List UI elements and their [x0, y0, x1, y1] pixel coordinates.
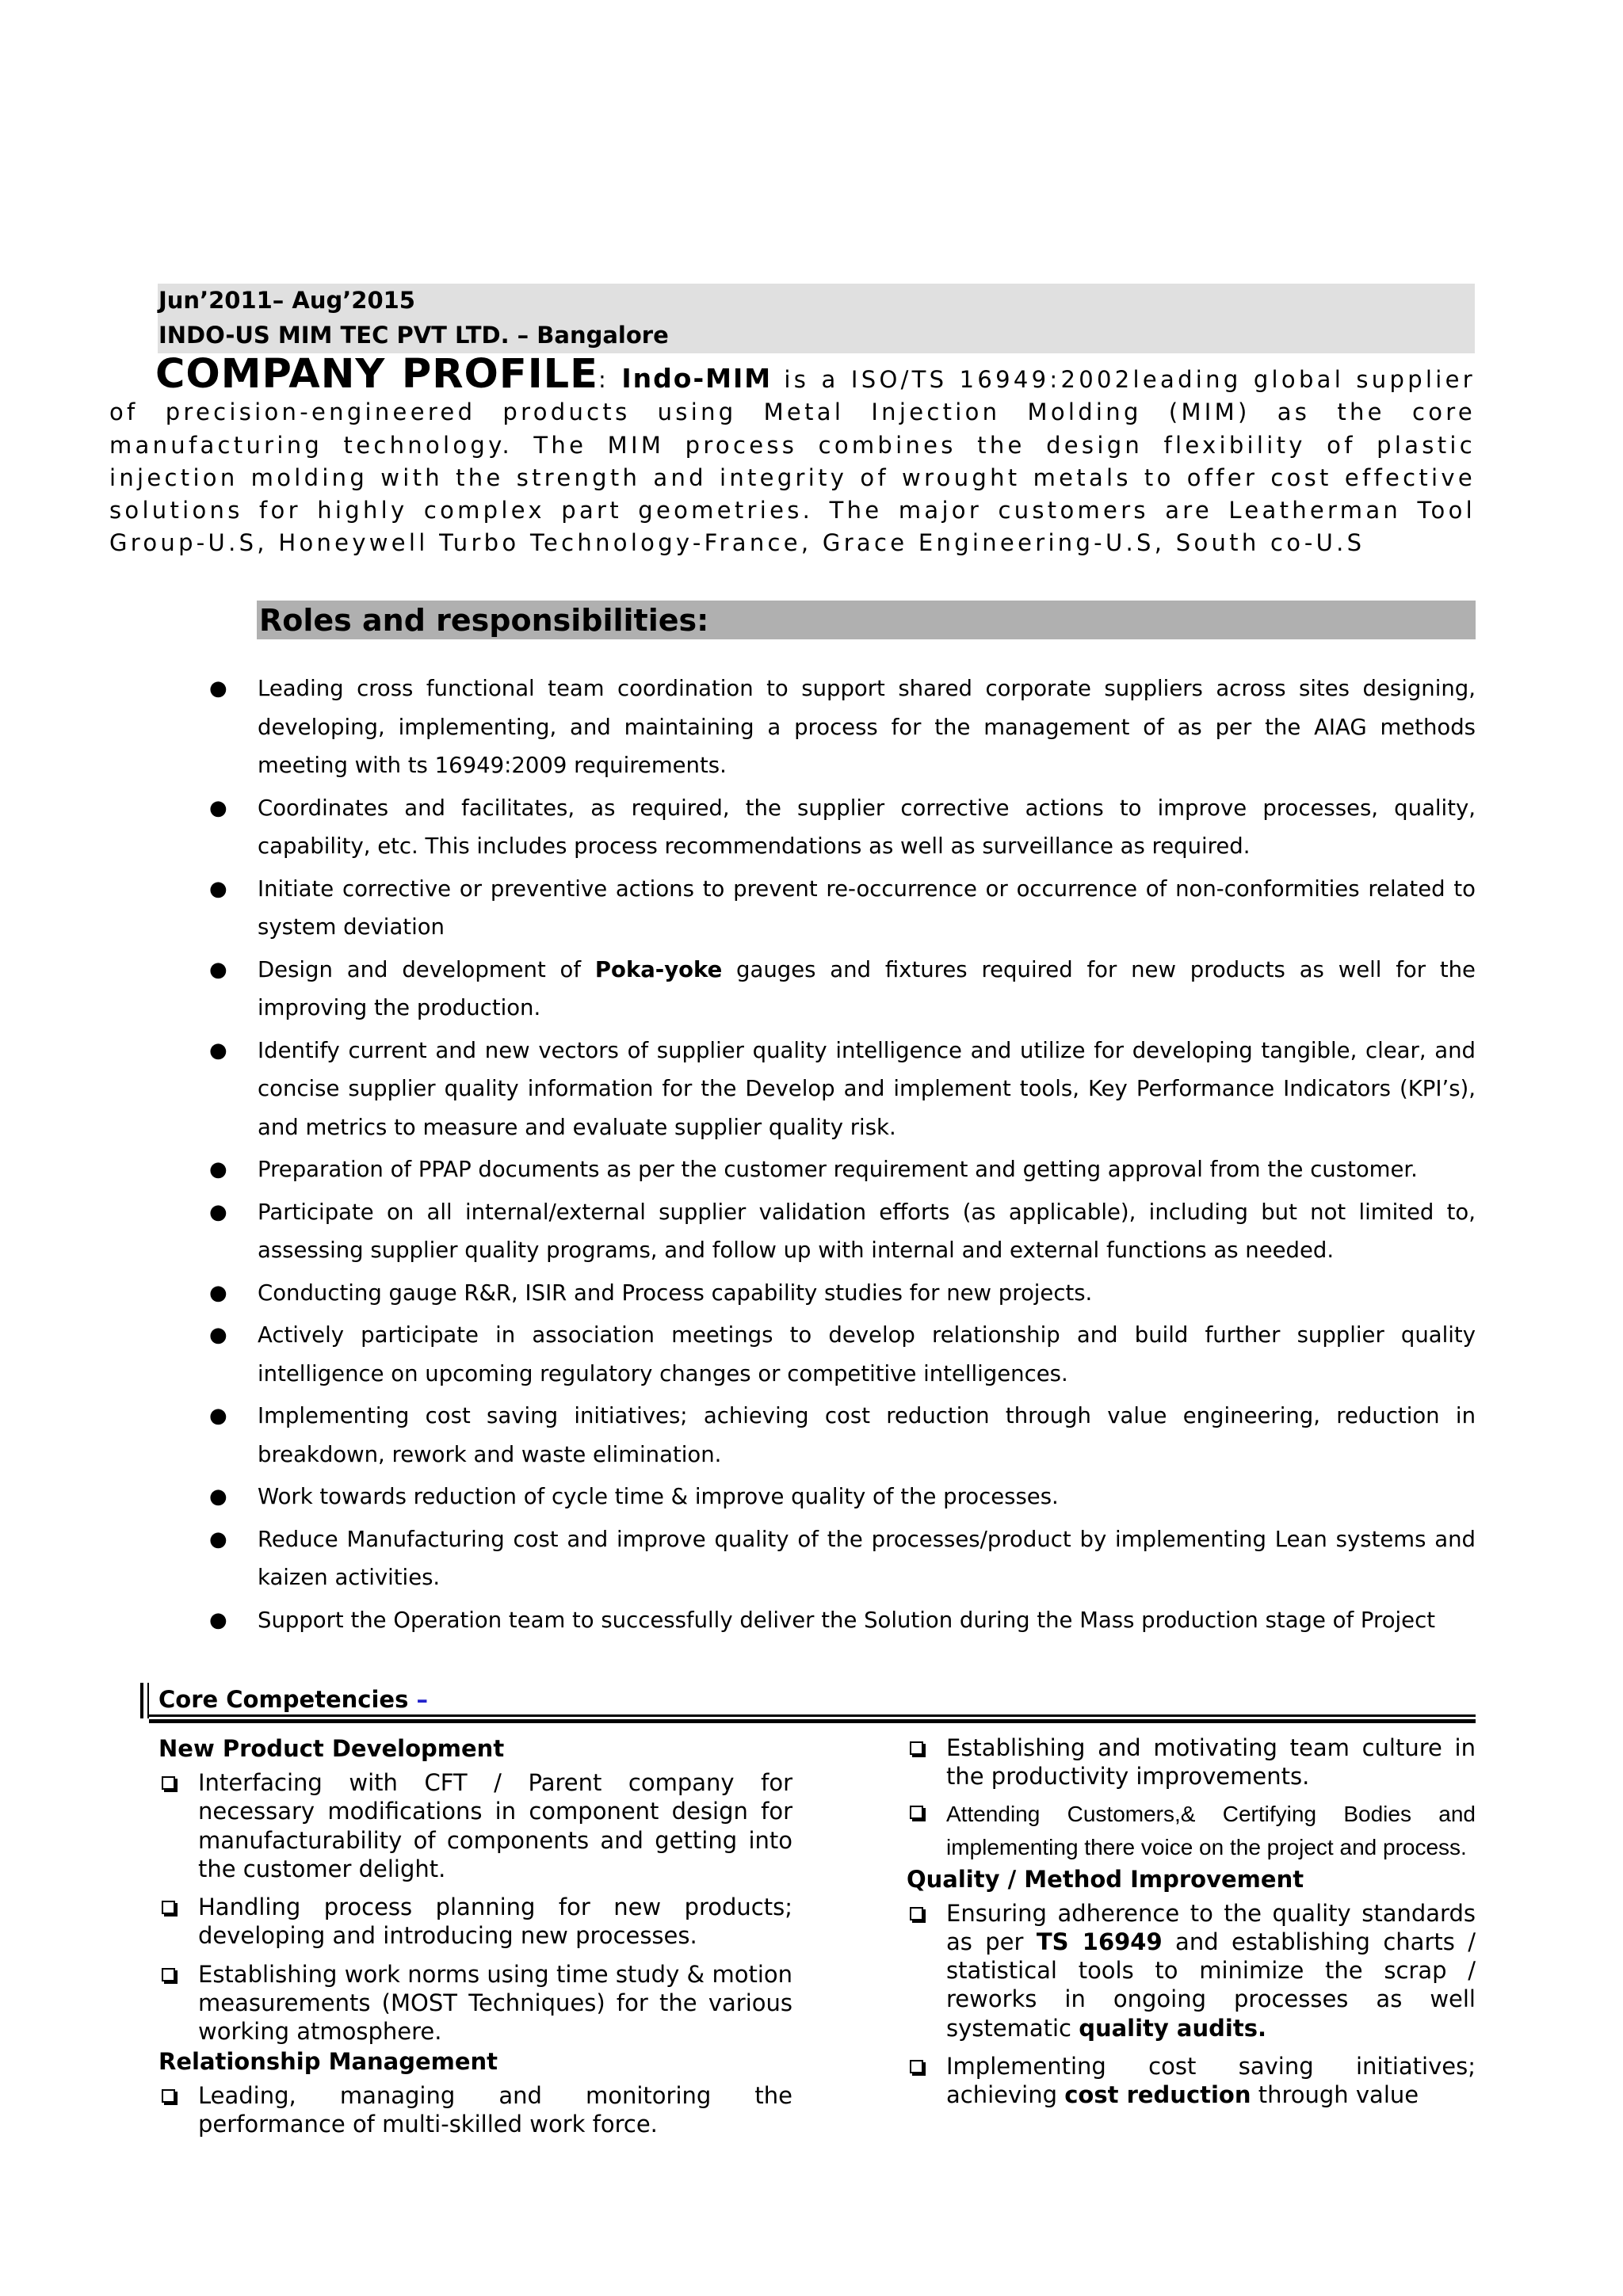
list-item: Interfacing with CFT / Parent company for necessary modifications in component design for manufacturability of components and getting into the customer delight.	[158, 1768, 792, 1883]
list-item: ● Leading cross functional team coordination to support shared corporate suppliers across sites designing, developing, implementing, and maintaining a process for the management of as per the AIAG methods meeting with ts 16949:2009 requirements.	[206, 669, 1476, 785]
employment-dates: Jun’2011– Aug’2015	[158, 287, 415, 314]
checkbox-bullet-icon	[910, 1907, 923, 1920]
core-competencies-title: Core Competencies –	[158, 1686, 428, 1713]
checkbox-bullet-icon	[162, 1968, 175, 1981]
core-header-bar	[140, 1683, 143, 1718]
list-item: ● Conducting gauge R&R, ISIR and Process capability studies for new projects.	[206, 1274, 1476, 1313]
profile-heading: COMPANY PROFILE	[155, 351, 599, 398]
core-left-column	[158, 1733, 792, 2138]
core-header-rule	[149, 1719, 1476, 1723]
list-item: Establishing and motivating team culture in the productivity improvements.	[907, 1733, 1476, 1791]
roles-title: Roles and responsibilities:	[259, 603, 709, 638]
checkbox-bullet-icon	[910, 1741, 923, 1755]
bullet-icon: ●	[209, 1280, 227, 1305]
list-item: ● Reduce Manufacturing cost and improve quality of the processes/product by implementing Lean systems and kaizen activities.	[206, 1520, 1476, 1597]
profile-text: is a ISO/TS 16949:2002leading global supplier of precision-engineered products using Metal Injection Molding (MIM) as the core manufacturing technology. The MIM process combines the design flexibility of plastic injection molding with the strength and integrity of wrought metals to offer cost effective solutions for highly complex part geometries. The major customers are Leatherman Tool Group-U.S, Honeywell Turbo Technology-France, Grace Engineering-U.S, South co-U.S	[109, 366, 1476, 557]
list-item: ● Actively participate in association meetings to develop relationship and build further supplier quality intelligence on upcoming regulatory changes or competitive intelligences.	[206, 1316, 1476, 1393]
profile-company-name: Indo-MIM	[621, 363, 773, 394]
list-item: ● Coordinates and facilitates, as required, the supplier corrective actions to improve processes, quality, capability, etc. This includes process recommendations as well as surveillance as required.	[206, 789, 1476, 866]
bullet-icon: ●	[209, 1199, 227, 1224]
list-item: Implementing cost saving initiatives; achieving cost reduction through value	[907, 2052, 1476, 2110]
list-item: Attending Customers,& Certifying Bodies and implementing there voice on the project and process.	[907, 1798, 1476, 1864]
list-item: Ensuring adherence to the quality standards as per TS 16949 and establishing charts / statistical tools to minimize the scrap / reworks in ongoing processes as well systematic quality audits.	[907, 1899, 1476, 2042]
list-item: ● Work towards reduction of cycle time & improve quality of the processes.	[206, 1478, 1476, 1516]
bullet-icon: ●	[209, 1404, 227, 1428]
bullet-icon: ●	[209, 1608, 227, 1632]
list-item: Leading, managing and monitoring the performance of multi-skilled work force.	[158, 2081, 792, 2139]
list-item: ● Initiate corrective or preventive actions to prevent re-occurrence or occurrence of non-conformities related to system deviation	[206, 870, 1476, 947]
employer-name: INDO-US MIM TEC PVT LTD. – Bangalore	[158, 322, 669, 349]
bullet-icon: ●	[209, 957, 227, 982]
list-item: ● Preparation of PPAP documents as per the customer requirement and getting approval from the customer.	[206, 1150, 1476, 1189]
checkbox-bullet-icon	[162, 1901, 175, 1914]
checkbox-bullet-icon	[162, 2089, 175, 2103]
bullet-icon: ●	[209, 1038, 227, 1062]
section-heading: Relationship Management	[158, 2047, 498, 2075]
core-header-bar	[147, 1683, 149, 1718]
list-item: ● Participate on all internal/external supplier validation efforts (as applicable), including but not limited to, assessing supplier quality programs, and follow up with internal and external functions as needed.	[206, 1193, 1476, 1270]
section-heading: New Product Development	[158, 1735, 505, 1762]
bullet-icon: ●	[209, 1485, 227, 1508]
list-item: ● Implementing cost saving initiatives; achieving cost reduction through value engineering, reduction in breakdown, rework and waste elimination.	[206, 1397, 1476, 1474]
profile-colon: :	[598, 366, 610, 393]
bullet-icon: ●	[209, 1323, 227, 1347]
list-item: ● Design and development of Poka-yoke gauges and fixtures required for new products as well for the improving the production.	[206, 951, 1476, 1028]
list-item: Handling process planning for new products; developing and introducing new processes.	[158, 1893, 792, 1951]
bullet-icon: ●	[209, 677, 227, 700]
bullet-icon: ●	[209, 876, 227, 901]
bullet-icon: ●	[209, 795, 227, 820]
bullet-icon: ●	[209, 1527, 227, 1551]
checkbox-bullet-icon	[910, 1806, 923, 1819]
core-right-column	[907, 1733, 1476, 2110]
section-heading: Quality / Method Improvement	[907, 1865, 1304, 1893]
core-header-rule	[149, 1714, 1476, 1717]
responsibilities-list	[206, 669, 1476, 1643]
list-item: ● Support the Operation team to successfully deliver the Solution during the Mass production stage of Project	[206, 1601, 1476, 1640]
list-item: ● Identify current and new vectors of supplier quality intelligence and utilize for developing tangible, clear, and concise supplier quality information for the Develop and implement tools, Key Performance Indicators (KPI’s), and metrics to measure and evaluate supplier quality risk.	[206, 1032, 1476, 1147]
checkbox-bullet-icon	[910, 2060, 923, 2073]
list-item: Establishing work norms using time study & motion measurements (MOST Techniques) for the various working atmosphere.	[158, 1960, 792, 2046]
bullet-icon: ●	[209, 1158, 227, 1181]
company-profile	[109, 351, 1476, 560]
checkbox-bullet-icon	[162, 1776, 175, 1790]
